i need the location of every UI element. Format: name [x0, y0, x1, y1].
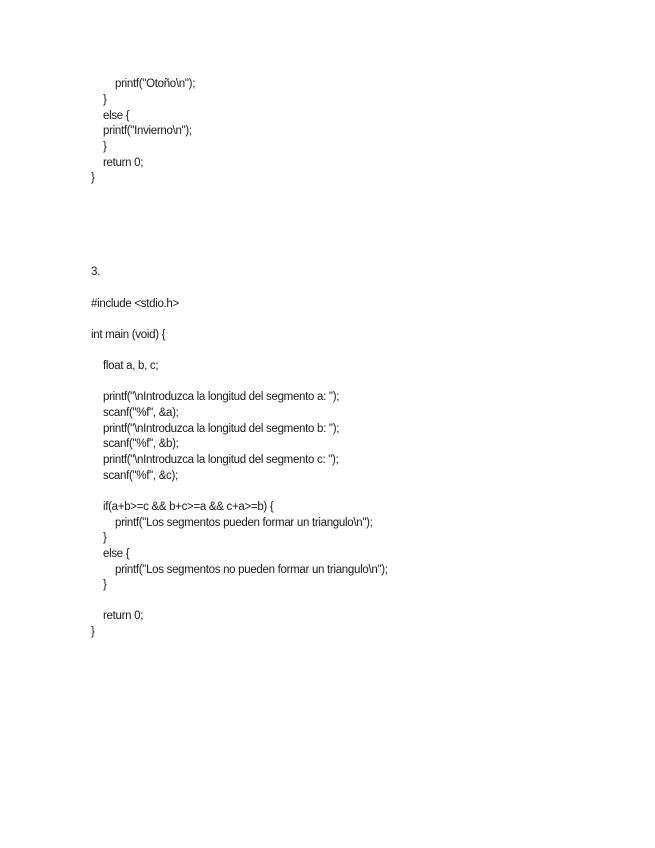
section-number: 3.	[91, 266, 100, 278]
code-line: int main (void) {	[91, 329, 166, 341]
code-line: printf("Otoño\n");	[115, 78, 196, 90]
code-line: printf("Los segmentos pueden formar un triangulo\n");	[115, 517, 373, 529]
code-line: }	[103, 94, 107, 106]
code-line: return 0;	[103, 157, 144, 169]
code-line: scanf("%f", &a);	[103, 407, 179, 419]
code-line: printf("Invierno\n");	[103, 125, 192, 137]
code-line: printf("\nIntroduzca la longitud del segmento b: ");	[103, 423, 340, 435]
code-line: else {	[103, 548, 130, 560]
code-line: printf("\nIntroduzca la longitud del segmento a: ");	[103, 391, 340, 403]
code-line: scanf("%f", &c);	[103, 470, 178, 482]
code-line: printf("Los segmentos no pueden formar un triangulo\n");	[115, 564, 388, 576]
code-line: scanf("%f", &b);	[103, 438, 179, 450]
code-line: float a, b, c;	[103, 360, 159, 372]
code-line: #include <stdio.h>	[91, 298, 179, 310]
code-line: }	[103, 141, 107, 153]
code-line: printf("\nIntroduzca la longitud del segmento c: ");	[103, 454, 339, 466]
code-line: }	[103, 579, 107, 591]
code-line: return 0;	[103, 610, 144, 622]
code-line: }	[91, 626, 95, 638]
code-line: else {	[103, 110, 130, 122]
code-line: }	[91, 172, 95, 184]
code-line: if(a+b>=c && b+c>=a && c+a>=b) {	[103, 501, 274, 513]
code-line: }	[103, 532, 107, 544]
